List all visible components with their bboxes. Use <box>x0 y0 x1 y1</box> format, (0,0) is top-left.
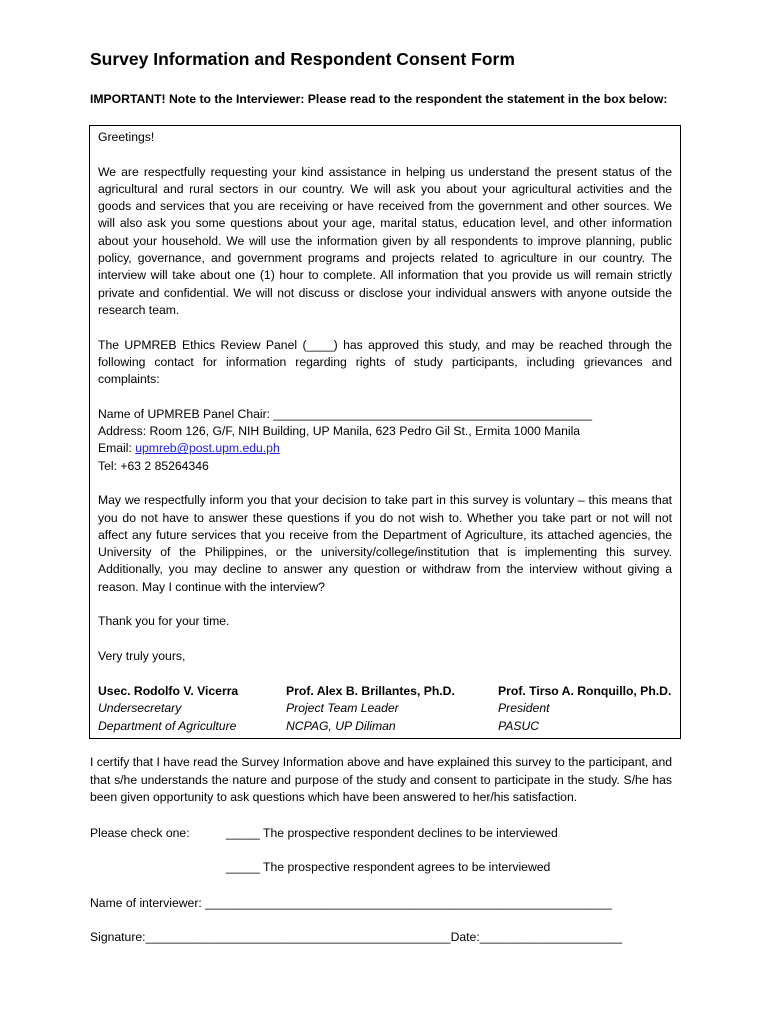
signature-date-field[interactable]: Signature:_____________________________________________Date:_____________________ <box>90 930 623 944</box>
agree-option[interactable]: _____ The prospective respondent agrees to be interviewed <box>226 860 551 874</box>
signatory-role: Project Team Leader <box>286 701 399 715</box>
greeting: Greetings! <box>98 130 155 144</box>
tel-line: Tel: +63 2 85264346 <box>98 458 209 473</box>
interviewer-name-field[interactable]: Name of interviewer: ____________________________________________________________ <box>90 896 612 910</box>
signatory <box>286 683 498 736</box>
signatory-org: PASUC <box>498 718 540 733</box>
panel-chair-line: Name of UPMREB Panel Chair: _______________________________________________ <box>98 406 592 421</box>
certification-statement: I certify that I have read the Survey Information above and have explained this survey to the participant, and that s/he understands the nature and purpose of the study and consent to participate in the study. S/he has been given opportunity to ask questions which have been answered to her/his satisfaction. <box>90 755 672 804</box>
email-line <box>98 440 672 457</box>
signatory-org: NCPAG, UP Diliman <box>286 718 396 733</box>
signatories <box>98 683 672 736</box>
signatory-name: Prof. Tirso A. Ronquillo, Ph.D. <box>498 683 672 698</box>
email-label: Email: <box>98 441 136 456</box>
signatory-name: Prof. Alex B. Brillantes, Ph.D. <box>286 683 455 698</box>
address-line: Address: Room 126, G/F, NIH Building, UP Manila, 623 Pedro Gil St., Ermita 1000 Manila <box>98 424 581 439</box>
interviewer-note: IMPORTANT! Note to the Interviewer: Please read to the respondent the statement in the box below: <box>90 92 668 106</box>
ethics-approval-paragraph: The UPMREB Ethics Review Panel (____) has approved this study, and may be reached through the following contact for information regarding rights of study participants, including grievances and complaints: <box>98 337 672 387</box>
purpose-paragraph: We are respectfully requesting your kind assistance in helping us understand the present status of the agricultural and rural sectors in our country. We will ask you about your agricultural activities and the goods and services that you are receiving or have received from the government and other sources. We will also ask you some questions about your age, marital status, education level, and other information about your household. We will use the information given by all respondents to improve planning, public policy, governance, and government programs and projects related to agriculture in our country. The interview will take about one (1) hour to complete. All information that you provide us will remain strictly private and confidential. We will not discuss or disclose your individual answers with anyone outside the research team. <box>98 164 672 317</box>
signatory-name: Usec. Rodolfo V. Vicerra <box>98 683 239 698</box>
closing-line: Very truly yours, <box>98 648 186 663</box>
signatory-org: Department of Agriculture <box>98 718 237 733</box>
voluntary-paragraph: May we respectfully inform you that your decision to take part in this survey is voluntary – this means that you do not have to answer these questions if you do not wish to. Whether you take part or not will not affect any future services that you receive from the Department of Agriculture, its attached agencies, the University of the Philippines, or the university/college/institution that is implementing this survey. Additionally, you may decline to answer any question or withdraw from the interview without giving a reason. May I continue with the interview? <box>98 493 672 594</box>
signatory <box>498 683 672 736</box>
check-one-label: Please check one: <box>90 826 190 840</box>
signatory-role: Undersecretary <box>98 701 182 715</box>
thanks-line: Thank you for your time. <box>98 614 230 629</box>
signatory <box>98 683 286 736</box>
email-link[interactable]: upmreb@post.upm.edu.ph <box>135 441 280 456</box>
page-title: Survey Information and Respondent Consent Form <box>90 49 515 69</box>
consent-statement-box <box>89 125 681 739</box>
signatory-role: President <box>498 701 550 715</box>
decline-option[interactable]: _____ The prospective respondent declines to be interviewed <box>226 826 558 840</box>
